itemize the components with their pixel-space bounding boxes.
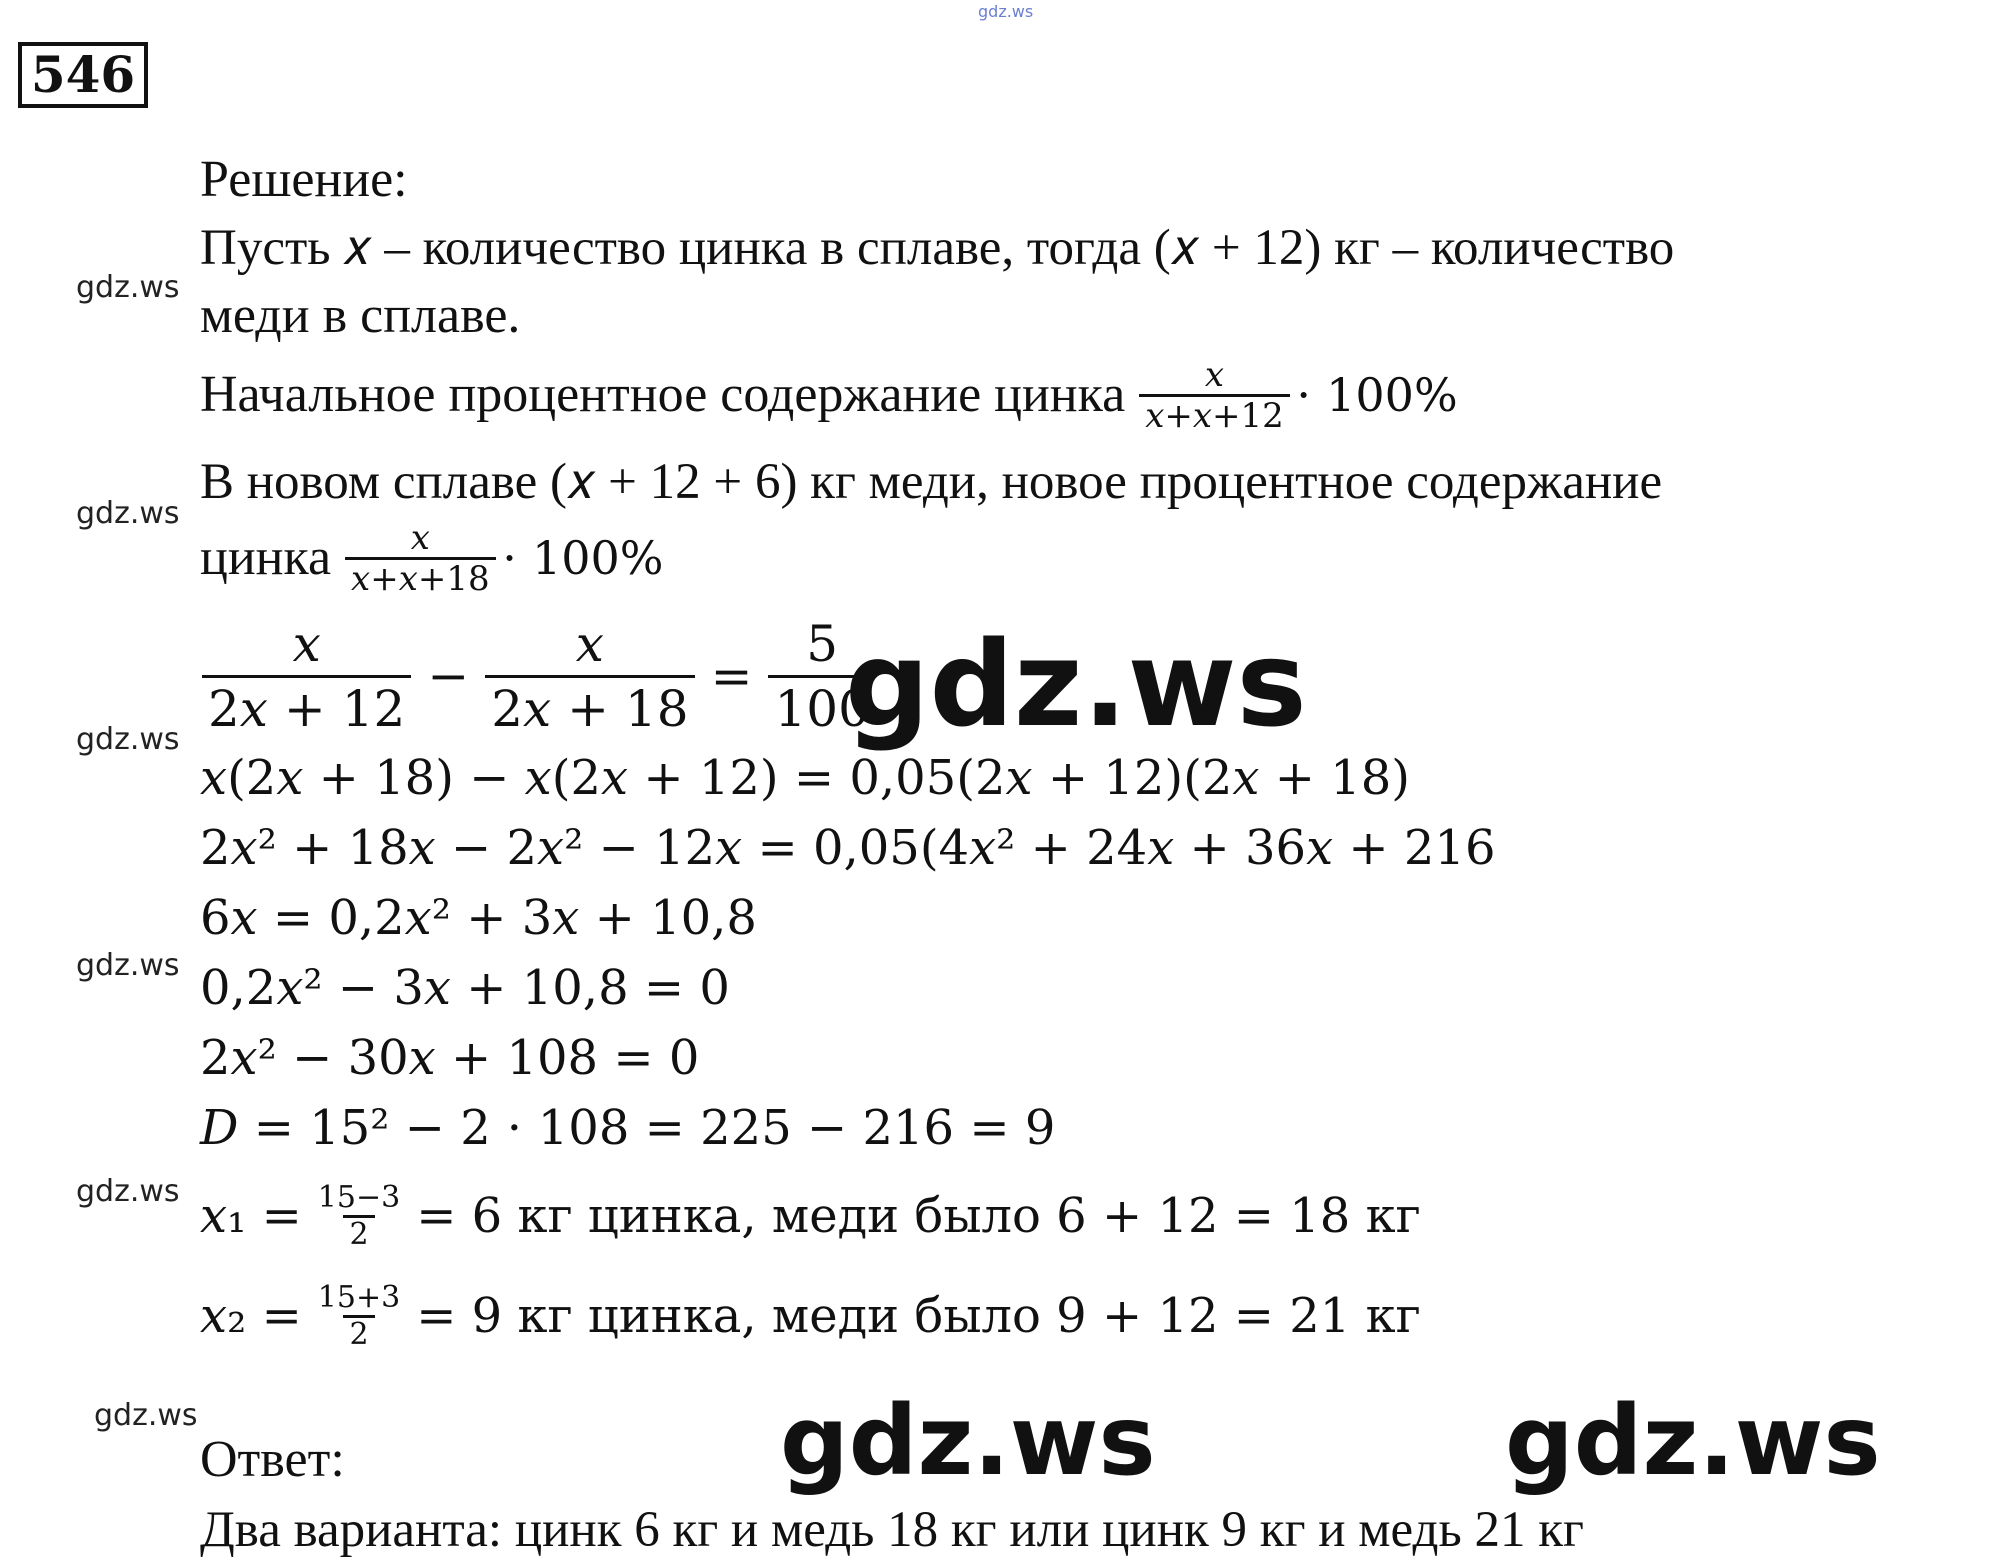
fraction-numerator: 𝑥 <box>410 517 430 558</box>
initial-percent-line <box>200 345 1458 445</box>
equation-line-5: 0,2𝑥² − 3𝑥 + 10,8 = 0 <box>200 960 730 1016</box>
fraction-2 <box>485 613 694 740</box>
root-1-lhs: 𝑥₁ = <box>200 1188 302 1244</box>
new-percent-text: цинка <box>200 529 332 586</box>
root-2-lhs: 𝑥₂ = <box>200 1288 302 1344</box>
minus-sign: − <box>427 647 470 705</box>
initial-percent-fraction <box>1139 356 1290 435</box>
root-1-line <box>200 1166 1421 1266</box>
fraction-numerator: 𝑥 <box>292 614 321 673</box>
top-watermark: gdz.ws <box>978 2 1034 21</box>
answer-text: Два варианта: цинк 6 кг и медь 18 кг или цинк 9 кг и медь 21 кг <box>200 1502 1584 1558</box>
fraction-denominator: 100 <box>768 675 875 740</box>
main-equation <box>196 606 882 746</box>
root-2-fraction <box>312 1281 406 1352</box>
fraction-denominator: 2 <box>343 1215 374 1252</box>
fraction-numerator: 𝑥 <box>575 614 604 673</box>
new-percent-tail: ⋅ 100% <box>501 531 664 585</box>
solution-label: Решение: <box>200 151 408 208</box>
fraction-numerator: 15+3 <box>317 1279 401 1315</box>
intro-line-1: Пусть 𝑥 – количество цинка в сплаве, тогда (𝑥 + 12) кг – количество <box>200 220 1675 276</box>
watermark-small: gdz.ws <box>76 496 180 531</box>
root-1-tail: = 6 кг цинка, меди было 6 + 12 = 18 кг <box>416 1188 1421 1244</box>
watermark-small: gdz.ws <box>76 948 180 983</box>
root-2-line <box>200 1266 1421 1366</box>
new-percent-fraction <box>345 519 496 598</box>
problem-number-box: 546 <box>18 42 148 108</box>
fraction-denominator: 2𝑥 + 12 <box>202 675 411 740</box>
intro-line-2: меди в сплаве. <box>200 287 521 344</box>
fraction-1 <box>202 613 411 740</box>
fraction-numerator: 15−3 <box>317 1179 401 1215</box>
fraction-denominator: 𝑥+𝑥+18 <box>345 557 496 598</box>
root-1-fraction <box>312 1181 406 1252</box>
new-alloy-line: В новом сплаве (𝑥 + 12 + 6) кг меди, новое процентное содержание <box>200 454 1663 510</box>
initial-percent-text: Начальное процентное содержание цинка <box>200 366 1126 423</box>
watermark-small: gdz.ws <box>76 1174 180 1209</box>
fraction-denominator: 𝑥+𝑥+12 <box>1139 394 1290 435</box>
watermark-big: gdz.ws <box>780 1385 1156 1497</box>
discriminant-line: 𝐷 = 15² − 2 ⋅ 108 = 225 − 216 = 9 <box>200 1100 1056 1156</box>
equation-line-2: 𝑥(2𝑥 + 18) − 𝑥(2𝑥 + 12) = 0,05(2𝑥 + 12)(2𝑥 + 18) <box>200 750 1410 806</box>
equation-line-3: 2𝑥² + 18𝑥 − 2𝑥² − 12𝑥 = 0,05(4𝑥² + 24𝑥 + 36𝑥 + 216 <box>200 820 1496 876</box>
root-2-tail: = 9 кг цинка, меди было 9 + 12 = 21 кг <box>416 1288 1421 1344</box>
watermark-small: gdz.ws <box>76 270 180 305</box>
equation-line-6: 2𝑥² − 30𝑥 + 108 = 0 <box>200 1030 700 1086</box>
answer-label: Ответ: <box>200 1431 345 1488</box>
fraction-numerator: 5 <box>806 614 839 673</box>
watermark-small: gdz.ws <box>94 1398 198 1433</box>
equation-line-4: 6𝑥 = 0,2𝑥² + 3𝑥 + 10,8 <box>200 890 757 946</box>
fraction-numerator: 𝑥 <box>1204 354 1225 395</box>
watermark-small: gdz.ws <box>76 722 180 757</box>
fraction-denominator: 2 <box>343 1315 374 1352</box>
initial-percent-tail: ⋅ 100% <box>1295 368 1458 422</box>
fraction-denominator: 2𝑥 + 18 <box>485 675 694 740</box>
new-percent-line <box>200 508 664 608</box>
watermark-big: gdz.ws <box>845 615 1307 753</box>
equals-sign: = <box>710 647 753 705</box>
watermark-big: gdz.ws <box>1505 1385 1881 1497</box>
